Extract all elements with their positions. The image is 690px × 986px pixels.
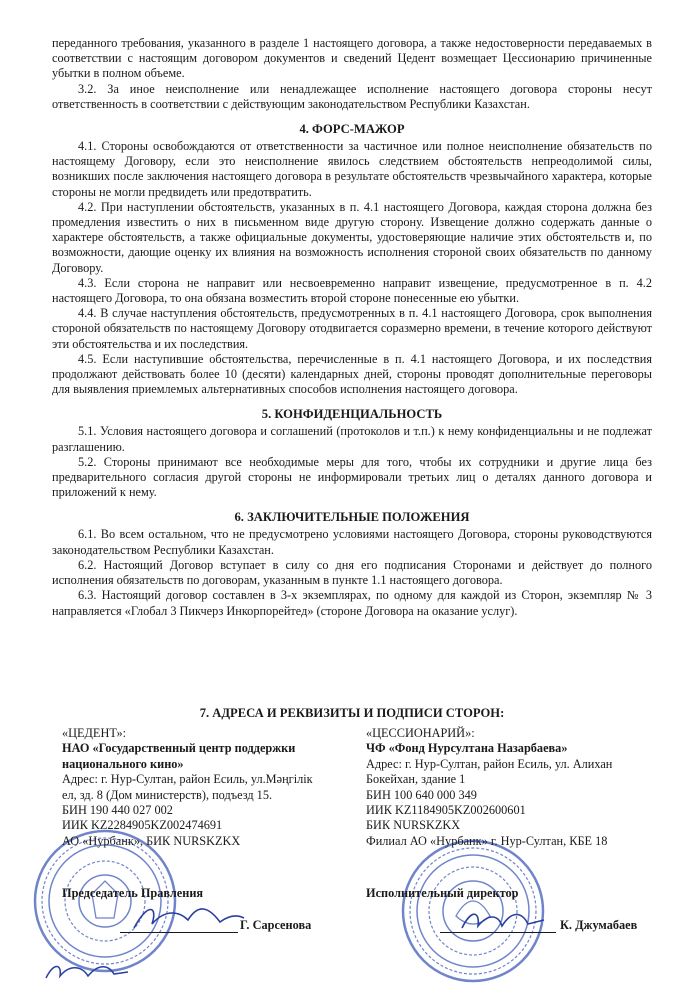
cessionary-address-line2: Бокейхан, здание 1 (366, 772, 466, 787)
cedent-org-line2: национального кино» (62, 756, 184, 771)
cessionary-role: «ЦЕССИОНАРИЙ»: (366, 726, 475, 740)
paragraph-3-2: 3.2. За иное неисполнение или ненадлежащее исполнение настоящего договора стороны несут ответственность в соответствии с действующим законодательством Республики Казахстан. (52, 81, 652, 111)
paragraph-6-1: 6.1. Во всем остальном, что не предусмотрено условиями настоящего Договора, стороны руководствуются законодательством Республики Казахстан. (52, 527, 652, 557)
cedent-role: «ЦЕДЕНТ»: (62, 726, 127, 740)
paragraph-5-1: 5.1. Условия настоящего договора и соглашений (протоколов и т.п.) к нему конфиденциальны и не подлежат разглашению. (52, 424, 652, 454)
section-4-title: 4. ФОРС-МАЖОР (299, 122, 405, 137)
cessionary-bik: БИК NURSKZKX (366, 818, 461, 833)
cedent-signer-name: Г. Сарсенова (240, 918, 312, 932)
paragraph-4-2: 4.2. При наступлении обстоятельств, указанных в п. 4.1 настоящего Договора, каждая сторона должна без промедления известить о них в письменном виде другую сторону. Извещение должно содержать данные о характере обстоятельств, а также официальные документы, удостоверяющие наличие этих обстоятельств и, по возможности, дающие оценку их влияния на возможность исполнения стороной своих обязательств по данному Договору. (52, 199, 652, 275)
cessionary-org: ЧФ «Фонд Нурсултана Назарбаева» (366, 741, 568, 756)
paragraph-6-3: 6.3. Настоящий договор составлен в 3-х экземплярах, по одному для каждой из Сторон, экземпляр № 3 направляется «Глобал 3 Пикчерз Инкорпорейтед» (стороне Договора на оказание услуг). (52, 588, 652, 618)
cedent-iik: ИИК KZ2284905KZ002474691 (62, 818, 223, 833)
cedent-details (62, 726, 352, 849)
cedent-handwritten-signature (128, 898, 248, 938)
paragraph-5-2: 5.2. Стороны принимают все необходимые меры для того, чтобы их сотрудники и другие лица без предварительного согласия другой стороны не информировали третьих лиц о деталях данного договора и приложений к нему. (52, 454, 652, 500)
paragraph-4-3: 4.3. Если сторона не направит или несвоевременно направит извещение, предусмотренное в п. 4.2 настоящего Договора, то она обязана возместить второй стороне понесенные ею убытки. (52, 275, 652, 306)
paragraph-4-4: 4.4. В случае наступления обстоятельств, предусмотренных в п. 4.1 настоящего Договора, срок выполнения стороной обязательств по настоящему Договору отодвигается соразмерно времени, в течение которого действуют эти обстоятельства и их последствия. (52, 306, 652, 351)
section-7-title: 7. АДРЕСА И РЕКВИЗИТЫ И ПОДПИСИ СТОРОН: (199, 706, 505, 720)
paragraph-4-5: 4.5. Если наступившие обстоятельства, перечисленные в п. 4.1 настоящего Договора, и их последствия продолжают действовать более 10 (десяти) календарных дней, стороны проводят дополнительные переговоры для выявления приемлемых альтернативных способов исполнения настоящего договора. (52, 351, 652, 397)
initials-signature (42, 958, 132, 984)
cedent-bank: АО «Нурбанк», БИК NURSKZKX (62, 833, 241, 848)
section-5-title: 5. КОНФИДЕНЦИАЛЬНОСТЬ (261, 407, 443, 422)
section-6-title: 6. ЗАКЛЮЧИТЕЛЬНЫЕ ПОЛОЖЕНИЯ (234, 510, 470, 525)
cessionary-handwritten-signature (458, 902, 548, 938)
cedent-signer-position: Председатель Правления (62, 886, 204, 900)
cessionary-details (366, 726, 656, 849)
cedent-bin: БИН 190 440 027 002 (62, 803, 173, 818)
cessionary-signer-name: К. Джумабаев (560, 918, 638, 932)
cessionary-signer-position: Исполнительный директор (366, 886, 519, 900)
cedent-address-line1: Адрес: г. Нур-Султан, район Есиль, ул.Мәңгілік (62, 772, 313, 787)
cedent-org-line1: НАО «Государственный центр поддержки (62, 741, 296, 756)
contract-body (52, 36, 652, 619)
cessionary-iik: ИИК KZ1184905KZ002600601 (366, 803, 526, 818)
paragraph-3-1-continuation: переданного требования, указанного в разделе 1 настоящего договора, а также недостоверности передаваемых в соответствии с настоящим договором документов и сведений Цедент возмещает Цессионарию причиненные убытки в полном объеме. (52, 36, 652, 81)
cessionary-bank: Филиал АО «Нурбанк» г. Нур-Султан, КБЕ 18 (366, 833, 608, 848)
cessionary-address-line1: Адрес: г. Нур-Султан, район Есиль, ул. Алихан (366, 756, 613, 771)
cedent-address-line2: ел, зд. 8 (Дом министерств), подъезд 15. (62, 787, 273, 802)
paragraph-6-2: 6.2. Настоящий Договор вступает в силу со дня его подписания Сторонами и действует до полного исполнения обязательств по договорам, указанным в пункте 1.1 настоящего договора. (52, 557, 652, 588)
paragraph-4-1: 4.1. Стороны освобождаются от ответственности за частичное или полное неисполнение обязательств по настоящему Договору, если это неисполнение явилось следствием обстоятельств непреодолимой силы, возникших после заключения настоящего договора в результате обстоятельств чрезвычайного характера, которые стороны не могли предвидеть или предотвратить. (52, 139, 652, 199)
cessionary-bin: БИН 100 640 000 349 (366, 787, 477, 802)
